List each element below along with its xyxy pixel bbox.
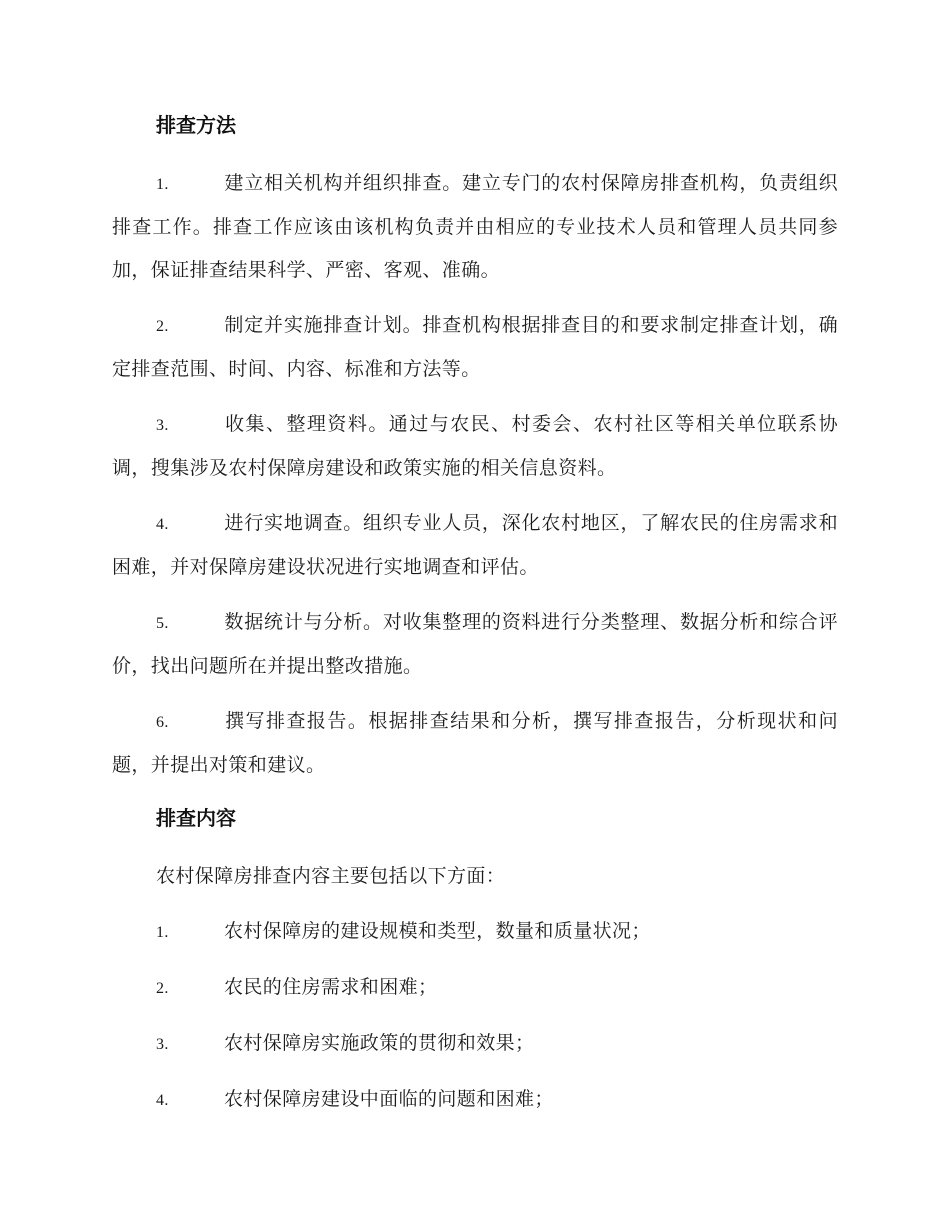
list-item-number: 1. [156, 176, 169, 193]
list-item-text: 制定并实施排查计划。排查机构根据排查目的和要求制定排查计划，确定排查范围、时间、内容、标准和方法等。 [112, 314, 838, 380]
list-item [112, 162, 838, 292]
list-item-text: 撰写排查报告。根据排查结果和分析，撰写排查报告，分析现状和问题，并提出对策和建议。 [112, 710, 838, 776]
list-item [112, 403, 838, 490]
list-item-text: 农民的住房需求和困难； [224, 976, 438, 998]
list-item [112, 1078, 838, 1122]
list-item-number: 3. [156, 1036, 169, 1053]
list-item [112, 601, 838, 688]
list-item-number: 3. [156, 417, 169, 434]
list-item-text: 农村保障房建设中面临的问题和困难； [224, 1088, 554, 1110]
list-item-number: 5. [156, 615, 169, 632]
list-item [112, 304, 838, 391]
list-item-text: 农村保障房的建设规模和类型，数量和质量状况； [224, 920, 651, 942]
list-item-number: 1. [156, 924, 169, 941]
list-item-text: 数据统计与分析。对收集整理的资料进行分类整理、数据分析和综合评价，找出问题所在并提出整改措施。 [112, 611, 838, 677]
list-item-number: 4. [156, 1092, 169, 1109]
list-item [112, 966, 838, 1010]
list-item-text: 农村保障房实施政策的贯彻和效果； [224, 1032, 535, 1054]
list-item-text: 建立相关机构并组织排查。建立专门的农村保障房排查机构，负责组织排查工作。排查工作应该由该机构负责并由相应的专业技术人员和管理人员共同参加，保证排查结果科学、严密、客观、准确。 [112, 172, 838, 281]
section-heading-contents: 排查内容 [156, 806, 236, 830]
list-item-number: 2. [156, 318, 169, 335]
list-item-text: 进行实地调查。组织专业人员，深化农村地区，了解农民的住房需求和困难，并对保障房建设状况进行实地调查和评估。 [112, 512, 838, 578]
section-intro: 农村保障房排查内容主要包括以下方面： [156, 865, 506, 887]
list-item [112, 1022, 838, 1066]
list-item-number: 2. [156, 980, 169, 997]
list-item-number: 4. [156, 516, 169, 533]
section-heading-methods: 排查方法 [156, 113, 236, 137]
list-item [112, 910, 838, 954]
list-item [112, 502, 838, 589]
list-item-number: 6. [156, 714, 169, 731]
list-item-text: 收集、整理资料。通过与农民、村委会、农村社区等相关单位联系协调，搜集涉及农村保障房建设和政策实施的相关信息资料。 [112, 413, 838, 479]
list-item [112, 700, 838, 787]
